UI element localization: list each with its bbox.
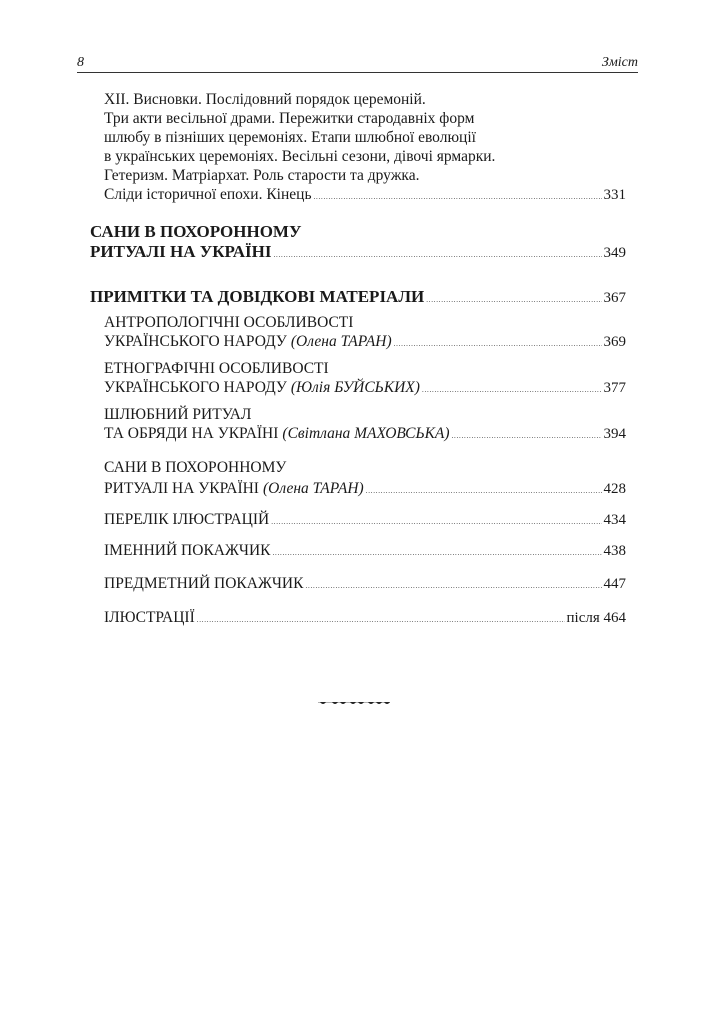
toc-entry-name-index xyxy=(104,541,626,563)
toc-author: (Олена ТАРАН) xyxy=(290,333,392,350)
toc-line: Гетеризм. Матріархат. Роль старости та дружка. xyxy=(104,167,420,184)
toc-page: 438 xyxy=(603,543,626,559)
toc-entry-ethnography xyxy=(104,359,626,400)
page-number: 8 xyxy=(77,55,84,70)
toc-page: 377 xyxy=(603,380,626,396)
toc-leader-line xyxy=(104,424,626,446)
toc-leader-line xyxy=(104,478,626,502)
toc-leader-line xyxy=(104,332,626,354)
toc-entry-sleds-notes xyxy=(104,457,626,502)
dot-leader xyxy=(271,510,601,532)
dot-leader xyxy=(272,541,601,563)
toc-entry-illustrations-list xyxy=(104,510,626,532)
toc-leader-line xyxy=(90,242,626,266)
toc-page: 394 xyxy=(603,426,626,442)
toc-title: ІЛЮСТРАЦІЇ xyxy=(104,609,195,626)
dot-leader xyxy=(273,242,601,266)
section-title: Зміст xyxy=(601,55,638,70)
toc-leader-line xyxy=(104,185,626,207)
toc-page: 367 xyxy=(603,290,626,306)
dot-leader xyxy=(314,185,602,207)
toc-page: 447 xyxy=(603,576,626,592)
toc-line: шлюбу в пізніших церемоніях. Етапи шлюбної еволюції xyxy=(104,129,476,146)
toc-entry-anthropology xyxy=(104,313,626,354)
toc-entry-subject-index xyxy=(104,574,626,596)
toc-title: УКРАЇНСЬКОГО НАРОДУ xyxy=(104,333,287,350)
toc-leader-line xyxy=(104,510,626,532)
toc-title: УКРАЇНСЬКОГО НАРОДУ xyxy=(104,379,287,396)
toc-entry-illustrations xyxy=(104,608,626,630)
ornament-divider-icon xyxy=(318,700,390,708)
toc-leader-line xyxy=(90,287,626,311)
toc-heading-notes xyxy=(90,287,626,311)
toc-heading-sleds xyxy=(90,222,626,265)
toc-line: ЕТНОГРАФІЧНІ ОСОБЛИВОСТІ xyxy=(104,360,329,377)
toc-author: (Світлана МАХОВСЬКА) xyxy=(282,425,450,442)
dot-leader xyxy=(452,424,602,446)
toc-page: 434 xyxy=(603,512,626,528)
dot-leader xyxy=(426,287,601,311)
toc-title: ПРЕДМЕТНИЙ ПОКАЖЧИК xyxy=(104,575,304,592)
toc-page: 428 xyxy=(603,481,626,497)
toc-author: (Олена ТАРАН) xyxy=(262,480,364,497)
toc-title: Сліди історичної епохи. Кінець xyxy=(104,186,312,203)
toc-leader-line xyxy=(104,541,626,563)
toc-page: 349 xyxy=(603,244,626,261)
toc-line: в українських церемоніях. Весільні сезони, дівочі ярмарки. xyxy=(104,148,496,165)
toc-author: (Юлія БУЙСЬКИХ) xyxy=(290,379,420,396)
toc-page: після 464 xyxy=(566,610,626,626)
toc-line: САНИ В ПОХОРОННОМУ xyxy=(90,222,302,241)
toc-leader-line xyxy=(104,608,626,630)
toc-title: ПРИМІТКИ ТА ДОВІДКОВІ МАТЕРІАЛИ xyxy=(90,287,425,306)
running-header xyxy=(77,55,638,73)
toc-title: РИТУАЛІ НА УКРАЇНІ xyxy=(90,241,272,261)
toc-line: АНТРОПОЛОГІЧНІ ОСОБЛИВОСТІ xyxy=(104,314,354,331)
toc-entry-marriage xyxy=(104,405,626,446)
toc-line: САНИ В ПОХОРОННОМУ xyxy=(104,459,287,476)
toc-title: ІМЕННИЙ ПОКАЖЧИК xyxy=(104,542,271,559)
dot-leader xyxy=(305,574,601,596)
toc-page: 331 xyxy=(603,187,626,203)
toc-title: РИТУАЛІ НА УКРАЇНІ xyxy=(104,480,259,497)
dot-leader xyxy=(366,478,602,502)
dot-leader xyxy=(197,608,565,630)
toc-page: 369 xyxy=(603,334,626,350)
toc-line: Три акти весільної драми. Пережитки стародавніх форм xyxy=(104,110,475,127)
toc-line: ШЛЮБНИЙ РИТУАЛ xyxy=(104,406,252,423)
toc-leader-line xyxy=(104,574,626,596)
toc-title: ТА ОБРЯДИ НА УКРАЇНІ xyxy=(104,425,279,442)
toc-title: ПЕРЕЛІК ІЛЮСТРАЦІЙ xyxy=(104,511,270,528)
toc-line: XII. Висновки. Послідовний порядок церемоній. xyxy=(104,91,426,108)
toc-leader-line xyxy=(104,378,626,400)
toc-entry-conclusions xyxy=(104,90,626,207)
dot-leader xyxy=(422,378,602,400)
dot-leader xyxy=(394,332,602,354)
